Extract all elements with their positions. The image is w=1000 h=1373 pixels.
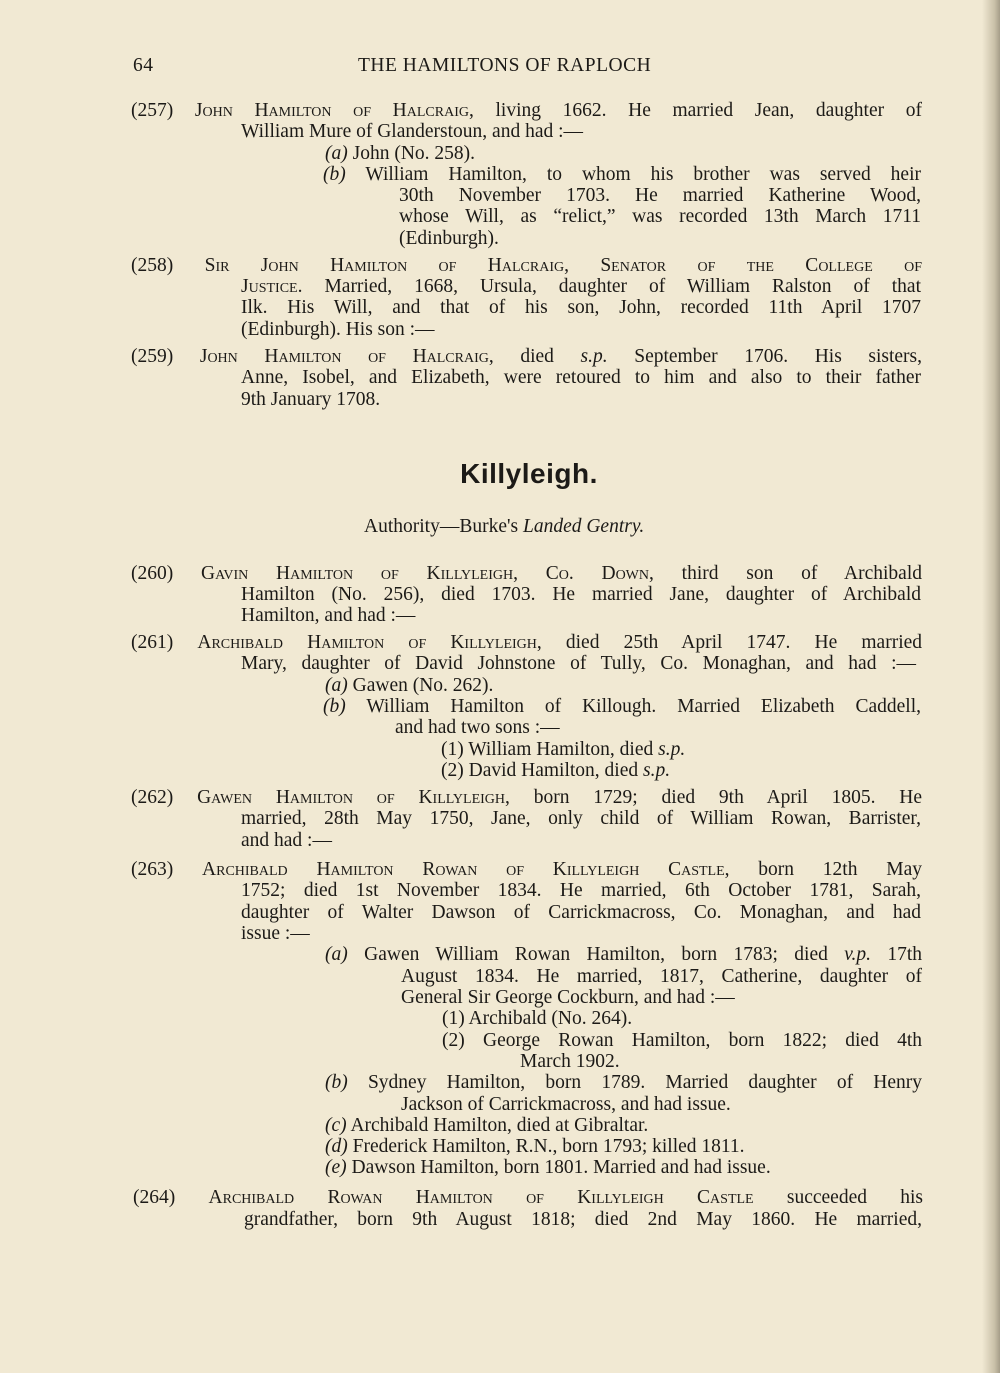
entry-263-line-13: (c) Archibald Hamilton, died at Gibraltar.: [325, 1115, 649, 1136]
entry-263-line-2: 1752; died 1st November 1834. He married, 6th October 1781, Sarah,: [241, 880, 921, 901]
entry-name: John Hamilton of Halcraig,: [199, 346, 494, 367]
running-title: THE HAMILTONS OF RAPLOCH: [358, 55, 652, 76]
entry-258-line-3: Ilk. His Will, and that of his son, John, recorded 11th April 1707: [241, 297, 921, 318]
entry-263-line-5: (a) Gawen William Rowan Hamilton, born 1783; died v.p. 17th: [325, 944, 922, 965]
section-authority: Authority—Burke's Landed Gentry.: [364, 516, 645, 537]
entry-name: Archibald Hamilton of Killyleigh,: [197, 632, 542, 653]
entry-263-line-4: issue :—: [241, 923, 310, 944]
entry-number: (263): [131, 859, 174, 880]
page-edge: [982, 0, 1000, 1373]
entry-257-line-4: (b) William Hamilton, to whom his brother was served heir: [323, 164, 921, 185]
entry-number: (261): [131, 632, 174, 653]
entry-number: (260): [131, 563, 174, 584]
entry-261-line-2: Mary, daughter of David Johnstone of Tully, Co. Monaghan, and had :—: [241, 653, 916, 674]
entry-number: (259): [131, 346, 174, 367]
entry-263-line-10: March 1902.: [520, 1051, 620, 1072]
entry-263-line-3: daughter of Walter Dawson of Carrickmacross, Co. Monaghan, and had: [241, 902, 921, 923]
entry-257-line-5: 30th November 1703. He married Katherine Wood,: [399, 185, 921, 206]
entry-263-line-8: (1) Archibald (No. 264).: [442, 1008, 633, 1029]
entry-259-line-1: (259) John Hamilton of Halcraig, died s.p. September 1706. His sisters,: [131, 346, 923, 367]
authority-work: Landed Gentry.: [522, 516, 645, 537]
entry-263-line-6: August 1834. He married, 1817, Catherine, daughter of: [401, 966, 922, 987]
entry-260-line-2: Hamilton (No. 256), died 1703. He married Jane, daughter of Archibald: [241, 584, 921, 605]
entry-261-line-4: (b) William Hamilton of Killough. Married Elizabeth Caddell,: [323, 696, 921, 717]
entry-261-line-3: (a) Gawen (No. 262).: [325, 675, 494, 696]
entry-263-line-1: (263) Archibald Hamilton Rowan of Killyleigh Castle, born 12th May: [131, 859, 922, 880]
entry-262-line-1: (262) Gawen Hamilton of Killyleigh, born 1729; died 9th April 1805. He: [131, 787, 923, 808]
entry-258-line-2: Justice. Married, 1668, Ursula, daughter of William Ralston of that: [241, 276, 921, 297]
entry-name: Archibald Rowan Hamilton of Killyleigh Castle: [208, 1187, 754, 1208]
entry-257-line-6: whose Will, as “relict,” was recorded 13th March 1711: [399, 206, 921, 227]
section-title: Killyleigh.: [460, 458, 598, 489]
entry-name: Gavin Hamilton of Killyleigh, Co. Down,: [201, 563, 654, 584]
entry-257-line-2: William Mure of Glanderstoun, and had :—: [241, 121, 584, 142]
entry-257-line-3: (a) John (No. 258).: [325, 143, 476, 164]
entry-263-line-11: (b) Sydney Hamilton, born 1789. Married daughter of Henry: [325, 1072, 922, 1093]
entry-257-line-1: (257) John Hamilton of Halcraig, living 1662. He married Jean, daughter of: [131, 100, 922, 121]
entry-261-line-6: (1) William Hamilton, died s.p.: [441, 739, 686, 760]
entry-258-line-1: (258) Sir John Hamilton of Halcraig, Senator of the College of: [131, 255, 922, 276]
entry-name: John Hamilton of Halcraig,: [194, 100, 474, 121]
entry-259-line-2: Anne, Isobel, and Elizabeth, were retoured to him and also to their father: [241, 367, 921, 388]
entry-number: (262): [131, 787, 174, 808]
entry-258-line-4: (Edinburgh). His son :—: [241, 319, 435, 340]
entry-263-line-12: Jackson of Carrickmacross, and had issue.: [401, 1094, 731, 1115]
entry-name: Sir John Hamilton of Halcraig, Senator of the College of: [204, 255, 922, 276]
entry-259-line-3: 9th January 1708.: [241, 389, 381, 410]
entry-264-line-1: (264) Archibald Rowan Hamilton of Killyleigh Castle succeeded his: [133, 1187, 924, 1208]
entry-262-line-2: married, 28th May 1750, Jane, only child of William Rowan, Barrister,: [241, 808, 921, 829]
entry-261-line-5: and had two sons :—: [395, 717, 560, 738]
entry-name: Gawen Hamilton of Killyleigh,: [197, 787, 510, 808]
entry-262-line-3: and had :—: [241, 830, 332, 851]
entry-261-line-7: (2) David Hamilton, died s.p.: [441, 760, 671, 781]
entry-260-line-3: Hamilton, and had :—: [241, 605, 416, 626]
page-number: 64: [133, 55, 154, 76]
entry-263-line-7: General Sir George Cockburn, and had :—: [401, 987, 735, 1008]
entry-263-line-14: (d) Frederick Hamilton, R.N., born 1793; killed 1811.: [325, 1136, 745, 1157]
entry-257-line-7: (Edinburgh).: [399, 228, 499, 249]
entry-263-line-9: (2) George Rowan Hamilton, born 1822; died 4th: [442, 1030, 922, 1051]
entry-number: (257): [131, 100, 174, 121]
entry-263-line-15: (e) Dawson Hamilton, born 1801. Married and had issue.: [325, 1157, 771, 1178]
entry-260-line-1: (260) Gavin Hamilton of Killyleigh, Co. Down, third son of Archibald: [131, 563, 922, 584]
entry-name: Archibald Hamilton Rowan of Killyleigh Castle,: [202, 859, 730, 880]
entry-264-line-2: grandfather, born 9th August 1818; died 2nd May 1860. He married,: [244, 1209, 922, 1230]
entry-261-line-1: (261) Archibald Hamilton of Killyleigh, died 25th April 1747. He married: [131, 632, 923, 653]
entry-number: (264): [133, 1187, 176, 1208]
